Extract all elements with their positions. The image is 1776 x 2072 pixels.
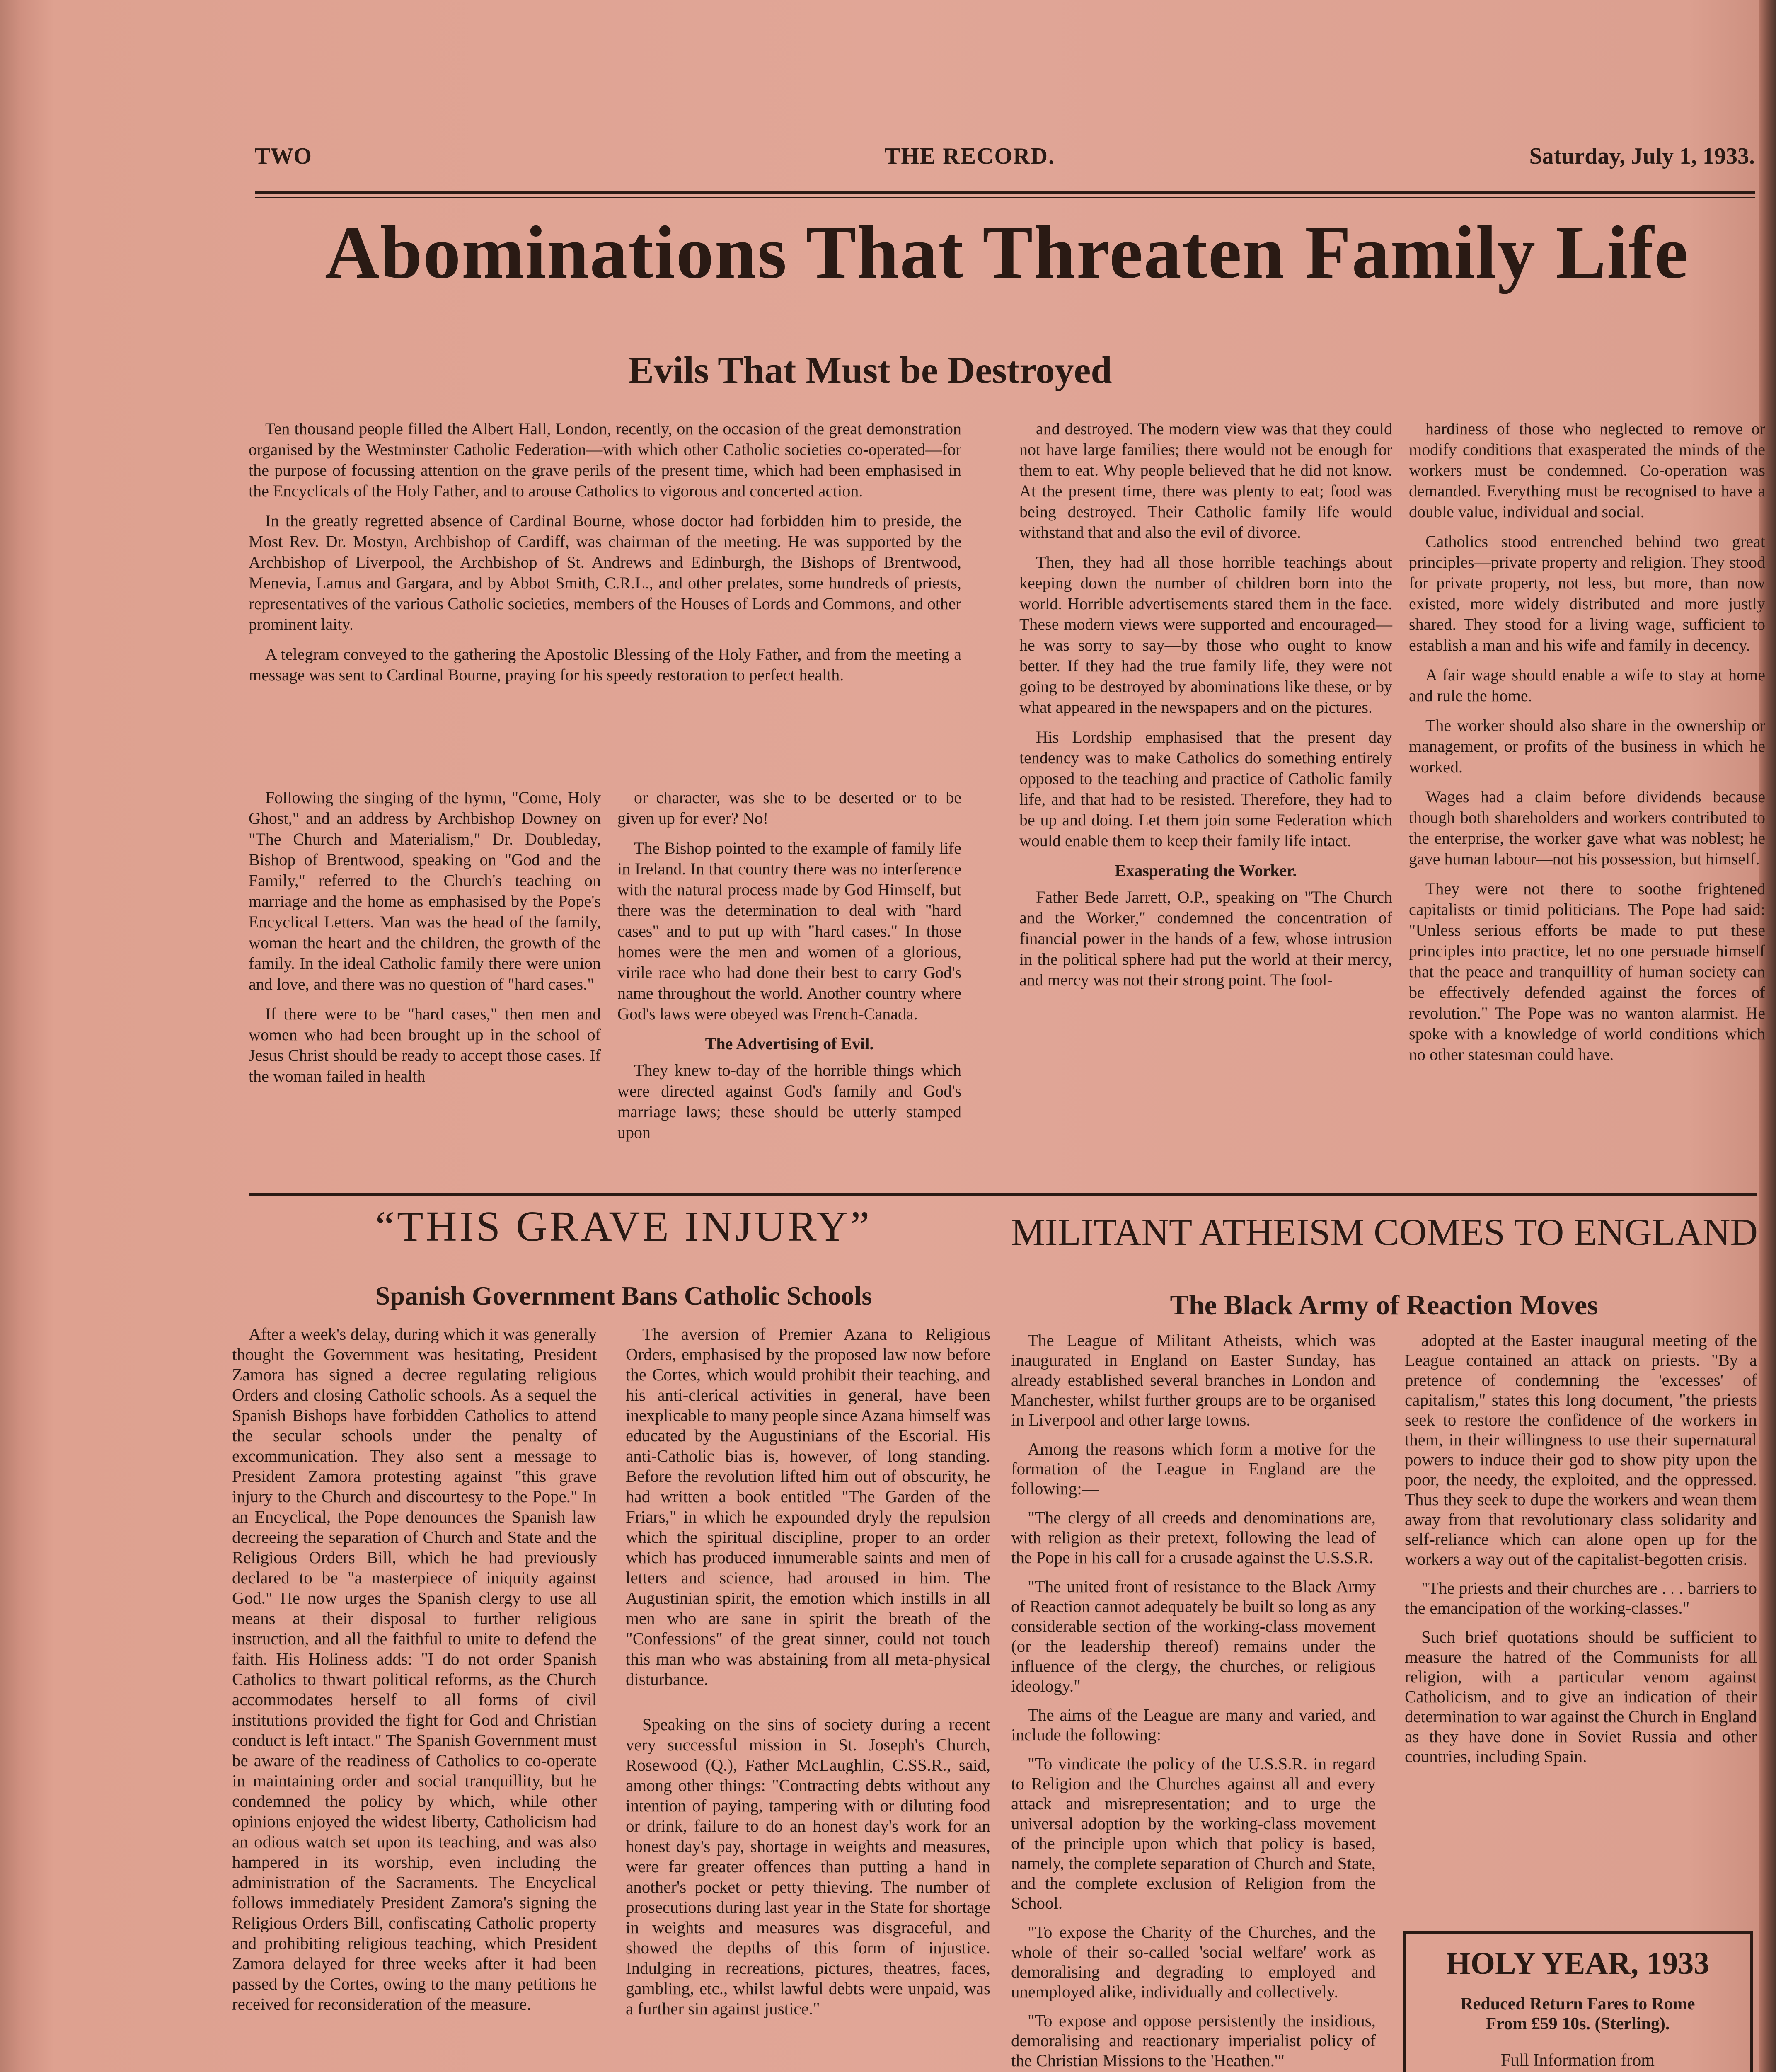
section-heading: Exasperating the Worker. <box>1115 861 1297 880</box>
page-header <box>255 143 1755 176</box>
article3-col-a <box>1011 1330 1376 2072</box>
paragraph: Ten thousand people filled the Albert Hall, London, recently, on the occasion of the great demonstration organised by the Westminster Catholic Federation—with which other Catholic societies co-operated—for the purpose of focussing attention on the grave perils of the present time, which had been emphasised in the Encyclicals of the Holy Father, and to arouse Catholics to vigorous and concerted action. <box>249 419 961 500</box>
paragraph: The aversion of Premier Azana to Religious Orders, emphasised by the proposed law now before the Cortes, which would prohibit their teaching, and his anti-clerical activities in general, have been inexplicable to many people since Azana himself was educated by the Augustinians of the Escorial. His anti-Catholic bias is, however, of long standing. Before the revolution lifted him out of obscurity, he had written a book entitled "The Garden of the Friars," in which he expounded dryly the repulsion which the spiritual discipline, proper to an order which has produced innumerable saints and men of letters and science, had aroused in him. The Augustinian spirit, the emotion which instills in all men who are sane in spirit the breath of the "Confessions" of the great sinner, could not touch this man who was abstaining from all meta-physical disturbance. <box>626 1324 990 1689</box>
page-number: TWO <box>255 143 312 169</box>
paragraph: "To expose the Charity of the Churches, and the whole of their so-called 'social welfare' work as demoralising and degrading to employed and unemployed alike, individually and collectively. <box>1011 1922 1376 2001</box>
article1-subhead: Evils That Must be Destroyed <box>628 349 1112 391</box>
paragraph: The aims of the League are many and varied, and include the following: <box>1011 1705 1376 1744</box>
ad-title: HOLY YEAR, 1933 <box>1446 1946 1710 1981</box>
paragraph: hardiness of those who neglected to remove or modify conditions that exasperated the minds of the workers must be condemned. Co-operation was demanded. Everything must be recognised to have a double value, individual and social. <box>1409 419 1765 521</box>
paragraph: Father Bede Jarrett, O.P., speaking on "The Church and the Worker," condemned the concentration of financial power in the hands of a few, whose intrusion in the political sphere had put the world at their mercy, and mercy was not their strong point. The fool- <box>1019 888 1392 989</box>
article3-col-b <box>1405 1330 1757 1775</box>
article2-col-b <box>626 1324 990 2028</box>
paragraph: Wages had a claim before dividends because though both shareholders and workers contributed to the enterprise, the worker gave what was noblest; he gave human labour—not his possession, but himself. <box>1409 787 1765 868</box>
paragraph: "To vindicate the policy of the U.S.S.R. in regard to Religion and the Churches against all and every attack and misrepresentation; and to urge the universal adoption by the working-class movement of the principle upon which that policy is based, namely, the complete separation of Church and State, and the complete exclusion of Religion from the School. <box>1011 1754 1376 1912</box>
paragraph: They were not there to soothe frightened capitalists or timid politicians. The Pope had said: "Unless serious efforts be made to put these principles into practice, let no one persuade himself that the peace and tranquillity of human society can be effectively defended against the forces of revolution." The Pope was no wanton alarmist. He spoke with a knowledge of world conditions which no other statesman could have. <box>1409 879 1765 1064</box>
header-rule-thin <box>255 197 1755 198</box>
paragraph: Among the reasons which form a motive for the formation of the League in England are the following:— <box>1011 1439 1376 1498</box>
paragraph: Following the singing of the hymn, "Come, Holy Ghost," and an address by Archbishop Downey on "The Church and Materialism," Dr. Doubleday, Bishop of Brentwood, speaking on "God and the Family," referred to the Church's teaching on marriage and the home as emphasised by the Pope's Encyclical Letters. Man was the head of the family, woman the heart and the children, the growth of the family. In the ideal Catholic family there were union and love, and there was no question of "hard cases." <box>249 788 601 993</box>
paragraph: The worker should also share in the ownership or management, or profits of the business in which he worked. <box>1409 716 1765 776</box>
paper-name: THE RECORD. <box>885 143 1055 169</box>
issue-date: Saturday, July 1, 1933. <box>1529 143 1755 169</box>
article2-col-a <box>232 1324 597 2024</box>
article1-intro <box>249 419 961 695</box>
article3-subhead: The Black Army of Reaction Moves <box>1170 1289 1598 1321</box>
paragraph: A fair wage should enable a wife to stay at home and rule the home. <box>1409 666 1765 705</box>
article1-col-b <box>617 787 961 1152</box>
paragraph: Speaking on the sins of society during a recent very successful mission in St. Joseph's Church, Rosewood (Q.), Father McLaughlin, C.SS.R., said, among other things: "Contracting debts without any intention of paying, tampering with or diluting food or drink, failure to do an honest day's work for an honest day's pay, shortage in weights and measures, were far greater offences than putting a hand in another's pocket or petty thieving. The number of prosecutions during last year in the State for shortage in weights and measures was disgraceful, and showed the depths of this form of injustice. Indulging in recreations, pictures, theatres, faces, gambling, etc., whilst lawful debts were unpaid, was a further sin against justice." <box>626 1715 990 2018</box>
paragraph: They knew to-day of the horrible things which were directed against God's family and God's marriage laws; these should be utterly stamped upon <box>617 1061 961 1142</box>
paragraph: Then, they had all those horrible teachings about keeping down the number of children born into the world. Horrible advertisements stared them in the face. These modern views were supported and encouraged—he was sorry to say—by those who ought to know better. If they had the true family life, they were not going to be destroyed by abominations like these, or by what appeared in the newspapers and on the pictures. <box>1019 553 1392 716</box>
ad-line: From £59 10s. (Sterling). <box>1486 2014 1670 2033</box>
paragraph: His Lordship emphasised that the present day tendency was to make Catholics do something entirely opposed to the teaching and practice of Catholic family life, and that had to be resisted. Therefore, they had to be up and doing. Let them join some Federation which would enable them to keep their family life intact. <box>1019 728 1392 850</box>
paragraph: or character, was she to be deserted or to be given up for ever? No! <box>617 788 961 828</box>
paragraph: After a week's delay, during which it was generally thought the Government was hesitating, President Zamora has signed a decree regulating religious Orders and closing Catholic schools. As a sequel the Spanish Bishops have forbidden Catholics to attend the secular schools under the penalty of excommunication. They also sent a message to President Zamora protesting against "this grave injury to the Church and discourtesy to the Pope." In an Encyclical, the Pope denounces the Spanish law decreeing the separation of Church and State and the Religious Orders Bill, which he had previously declared to be "a masterpiece of iniquity against God." He now urges the Spanish clergy to use all means at their disposal to further religious instruction, and all the faithful to unite to defend the faith. His Holiness adds: "I do not order Spanish Catholics to thwart political reforms, as the Church accommodates herself to all forms of civil institutions provided the fight for God and Christian conduct is left intact." The Spanish Government must be aware of the readiness of Catholics to co-operate in maintaining order and social tranquillity, but he condemned the policy by which, while other opinions enjoyed the widest liberty, Catholicism had an odious watch set upon its teaching, and was also hampered in its worship, even including the administration of the Sacraments. The Encyclical follows immediately President Zamora's signing the Religious Orders Bill, confiscating Catholic property and prohibiting religious teaching, which President Zamora delayed for three weeks after it had been passed by the Cortes, owing to the many petitions he received for reconsideration of the measure. <box>232 1324 597 2014</box>
paragraph: If there were to be "hard cases," then men and women who had been brought up in the school of Jesus Christ should be ready to accept those cases. If the woman failed in health <box>249 1005 601 1085</box>
header-rule <box>255 191 1755 194</box>
paragraph: Catholics stood entrenched behind two great principles—private property and religion. They stood for private property, not less, but more, than now existed, more widely distributed and more justly shared. They stood for a living wage, sufficient to establish a man and his wife and family in decency. <box>1409 532 1765 654</box>
paragraph: and destroyed. The modern view was that they could not have large families; there would not be enough for them to eat. Why people believed that he did not know. At the present time, there was plenty to eat; food was being destroyed. Their Catholic family life would withstand that and also the evil of divorce. <box>1019 419 1392 542</box>
article3-headline: MILITANT ATHEISM COMES TO ENGLAND <box>1011 1211 1758 1253</box>
paragraph: Such brief quotations should be sufficient to measure the hatred of the Communists for all religion, with a particular venom against Catholicism, and to give an indication of their determination to war against the Church in England as they have done in Soviet Russia and other countries, including Spain. <box>1405 1627 1757 1766</box>
section-heading: The Advertising of Evil. <box>705 1034 874 1053</box>
paragraph: A telegram conveyed to the gathering the Apostolic Blessing of the Holy Father, and from the meeting a message was sent to Cardinal Bourne, praying for his speedy restoration to perfect health. <box>249 645 961 684</box>
ad-line: Reduced Return Fares to Rome <box>1460 1995 1695 2014</box>
paragraph: "To expose and oppose persistently the insidious, demoralising and reactionary imperialist policy of the Christian Missions to the 'Heathen.'" <box>1011 2011 1376 2070</box>
paragraph: The Bishop pointed to the example of family life in Ireland. In that country there was no interference with the natural process made by God Himself, but there was the determination to deal with "hard cases" and to put up with "hard cases." In those homes were the men and women of a glorious, virile race who had done their best to carry God's name throughout the world. Another country where God's laws were obeyed was French-Canada. <box>617 839 961 1023</box>
paragraph: The League of Militant Atheists, which was inaugurated in England on Easter Sunday, has already established several branches in London and Manchester, whilst further groups are to be organised in Liverpool and other large towns. <box>1011 1331 1376 1429</box>
main-headline: Abominations That Threaten Family Life <box>325 211 1689 294</box>
paragraph: "The clergy of all creeds and denominations are, with religion as their pretext, following the lead of the Pope in his call for a crusade against the U.S.S.R. <box>1011 1508 1376 1567</box>
article1-col-a <box>249 787 601 1096</box>
paragraph: "The priests and their churches are . . . barriers to the emancipation of the working-classes." <box>1405 1578 1757 1617</box>
holy-year-ad <box>1403 1931 1753 2072</box>
paragraph: "The united front of resistance to the Black Army of Reaction cannot adequately be built so long as any considerable section of the working-class movement (or the leadership thereof) remains under the influence of the clergy, the churches, or religious ideology." <box>1011 1577 1376 1695</box>
ad-line: Full Information from <box>1501 2051 1655 2070</box>
article2-subhead: Spanish Government Bans Catholic Schools <box>375 1281 872 1310</box>
article2-headline: “THIS GRAVE INJURY” <box>375 1203 872 1250</box>
paragraph: In the greatly regretted absence of Cardinal Bourne, whose doctor had forbidden him to preside, the Most Rev. Dr. Mostyn, Archbishop of Cardiff, was chairman of the meeting. He was supported by the Archbishop of Liverpool, the Archbishop of St. Andrews and Edinburgh, the Bishops of Brentwood, Menevia, Lamus and Gargara, and by Abbot Smith, C.R.L., and other prelates, some hundreds of priests, representatives of the various Catholic societies, members of the Houses of Lords and Commons, and other prominent laity. <box>249 511 961 634</box>
paragraph: adopted at the Easter inaugural meeting of the League contained an attack on priests. "By a pretence of condemning the 'excesses' of capitalism," states this long document, "the priests seek to restore the confidence of the workers in them, in their willingness to use their supernatural powers to induce their god to show pity upon the poor, the needy, the exploited, and the oppressed. Thus they seek to dupe the workers and wean them away from that revolutionary class solidarity and self-reliance which can alone open up for the workers a way out of the capitalist-begotten crisis. <box>1405 1331 1757 1569</box>
article1-col-d <box>1409 419 1765 1074</box>
article1-col-c <box>1019 419 1392 1000</box>
section-rule <box>249 1193 1757 1196</box>
